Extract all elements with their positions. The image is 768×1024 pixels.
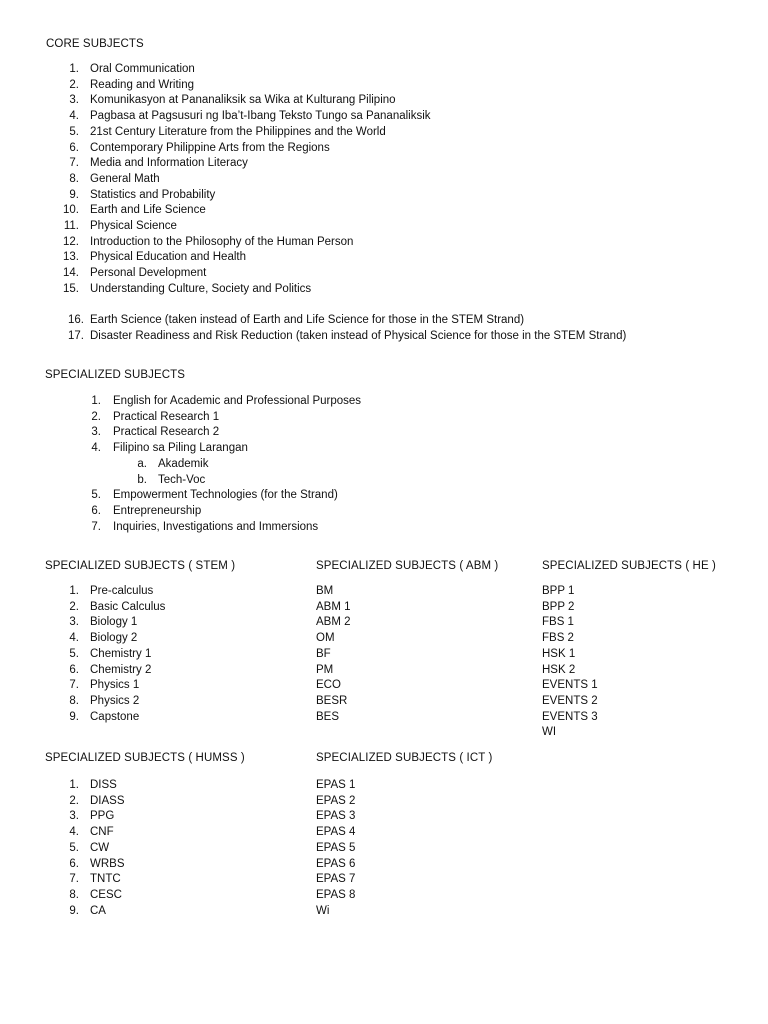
stem-subject-item: Basic Calculus — [90, 600, 166, 613]
stem-heading: SPECIALIZED SUBJECTS ( STEM ) — [45, 560, 236, 572]
ict-subject-item: EPAS 2 — [316, 794, 356, 807]
specialized-subject-item: Practical Research 1 — [113, 410, 220, 423]
specialized-subject-item: Entrepreneurship — [113, 504, 202, 517]
specialized-subject-number: 1. — [91, 395, 101, 407]
core-subject-item: Contemporary Philippine Arts from the Regions — [90, 141, 330, 154]
humss-subject-item: TNTC — [90, 873, 121, 886]
core-subject-item: Statistics and Probability — [90, 188, 216, 201]
core-subject-item: Pagbasa at Pagsusuri ng Iba’t-Ibang Teksto Tungo sa Pananaliksik — [90, 110, 431, 123]
humss-subject-item: WRBS — [90, 857, 125, 870]
specialized-subject-item: Practical Research 2 — [113, 426, 220, 439]
core-subject-item: General Math — [90, 172, 160, 185]
stem-subject-item: Biology 1 — [90, 616, 138, 629]
core-subject-item: Understanding Culture, Society and Politics — [90, 282, 312, 295]
core-subject-extra-number: 16. — [68, 314, 84, 326]
abm-subject-item: BM — [316, 585, 334, 597]
he-heading: SPECIALIZED SUBJECTS ( HE ) — [542, 560, 716, 572]
core-subject-number: 3. — [69, 94, 79, 107]
humss-subject-number: 4. — [69, 826, 79, 839]
ict-subject-item: EPAS 6 — [316, 857, 356, 870]
he-subject-item: EVENTS 1 — [542, 679, 598, 692]
abm-subject-item: BESR — [316, 694, 348, 707]
abm-subject-item: PM — [316, 663, 334, 676]
core-subject-extra-number: 17. — [68, 329, 84, 342]
core-subject-number: 6. — [69, 141, 79, 154]
humss-subject-number: 1. — [69, 779, 79, 791]
stem-subject-item: Pre-calculus — [90, 585, 154, 597]
stem-subject-number: 7. — [69, 679, 79, 692]
he-subject-item: HSK 2 — [542, 663, 576, 676]
he-subject-item: BPP 2 — [542, 600, 575, 613]
core-subject-item: Komunikasyon at Pananaliksik sa Wika at Kulturang Pilipino — [90, 94, 396, 107]
abm-subject-item: ABM 1 — [316, 600, 351, 613]
humss-subject-number: 6. — [69, 857, 79, 870]
specialized-subject-number: 6. — [91, 504, 101, 517]
stem-subject-item: Chemistry 2 — [90, 663, 152, 676]
core-subject-number: 14. — [63, 267, 79, 280]
stem-subject-number: 1. — [69, 585, 79, 597]
humss-subject-item: CNF — [90, 826, 114, 839]
specialized-subject-number: 4. — [91, 442, 101, 455]
core-subject-number: 1. — [69, 63, 79, 75]
ict-subject-item: Wi — [316, 904, 330, 917]
humss-subject-item: CA — [90, 904, 106, 917]
he-subject-item: BPP 1 — [542, 585, 575, 597]
ict-subject-item: EPAS 8 — [316, 888, 356, 901]
humss-subject-number: 3. — [69, 810, 79, 823]
core-subject-item: 21st Century Literature from the Philippines and the World — [90, 125, 386, 138]
specialized-subjects-heading: SPECIALIZED SUBJECTS — [45, 369, 186, 381]
humss-subject-item: CW — [90, 841, 110, 854]
humss-heading: SPECIALIZED SUBJECTS ( HUMSS ) — [45, 752, 245, 764]
core-subject-item: Oral Communication — [90, 63, 195, 75]
stem-subject-number: 3. — [69, 616, 79, 629]
abm-subject-item: ABM 2 — [316, 616, 351, 629]
core-subject-number: 5. — [69, 125, 79, 138]
core-subject-number: 10. — [63, 204, 79, 217]
stem-subject-item: Physics 2 — [90, 694, 140, 707]
humss-subject-number: 5. — [69, 841, 79, 854]
specialized-subject-number: a. — [137, 457, 147, 470]
core-subject-number: 7. — [69, 157, 79, 170]
abm-subject-item: BES — [316, 710, 340, 723]
stem-subject-item: Biology 2 — [90, 632, 138, 645]
abm-subject-item: ECO — [316, 679, 341, 692]
core-subject-item: Physical Science — [90, 220, 177, 232]
stem-subject-number: 5. — [69, 647, 79, 660]
ict-subject-item: EPAS 5 — [316, 841, 356, 854]
core-subject-extra-item: Earth Science (taken instead of Earth and Life Science for those in the STEM Strand) — [90, 314, 525, 326]
core-subject-item: Personal Development — [90, 267, 207, 280]
specialized-subject-item: Akademik — [158, 457, 209, 470]
core-subject-number: 2. — [69, 78, 79, 91]
he-subject-item: EVENTS 3 — [542, 710, 598, 723]
abm-subject-item: BF — [316, 647, 331, 660]
he-subject-item: HSK 1 — [542, 647, 576, 660]
he-subject-item: FBS 1 — [542, 616, 574, 629]
core-subject-number: 11. — [63, 220, 79, 232]
humss-subject-item: CESC — [90, 888, 122, 901]
abm-subject-item: OM — [316, 632, 335, 645]
core-subject-item: Reading and Writing — [90, 78, 194, 91]
ict-subject-item: EPAS 7 — [316, 873, 356, 886]
specialized-subject-item: English for Academic and Professional Purposes — [113, 395, 362, 407]
core-subjects-heading: CORE SUBJECTS — [46, 38, 144, 50]
stem-subject-number: 2. — [69, 600, 79, 613]
specialized-subject-item: Tech-Voc — [158, 473, 206, 486]
humss-subject-number: 9. — [69, 904, 79, 917]
core-subject-number: 4. — [69, 110, 79, 123]
abm-heading: SPECIALIZED SUBJECTS ( ABM ) — [316, 560, 499, 572]
core-subject-number: 9. — [69, 188, 79, 201]
ict-subject-item: EPAS 4 — [316, 826, 356, 839]
core-subject-number: 12. — [63, 235, 79, 248]
stem-subject-number: 9. — [69, 710, 79, 723]
core-subject-item: Introduction to the Philosophy of the Human Person — [90, 235, 354, 248]
specialized-subject-item: Empowerment Technologies (for the Strand) — [113, 489, 338, 502]
specialized-subject-number: 7. — [91, 520, 101, 533]
humss-subject-number: 2. — [69, 794, 79, 807]
stem-subject-item: Chemistry 1 — [90, 647, 152, 660]
he-subject-item: WI — [542, 726, 557, 739]
core-subject-item: Physical Education and Health — [90, 251, 246, 264]
humss-subject-number: 8. — [69, 888, 79, 901]
humss-subject-item: DIASS — [90, 794, 125, 807]
specialized-subject-number: b. — [137, 473, 147, 486]
core-subject-number: 8. — [69, 172, 79, 185]
stem-subject-number: 6. — [69, 663, 79, 676]
specialized-subject-item: Inquiries, Investigations and Immersions — [113, 520, 319, 533]
ict-subject-item: EPAS 3 — [316, 810, 356, 823]
he-subject-item: FBS 2 — [542, 632, 574, 645]
humss-subject-item: DISS — [90, 779, 117, 791]
specialized-subject-number: 5. — [91, 489, 101, 502]
specialized-subject-number: 2. — [91, 410, 101, 423]
core-subject-item: Earth and Life Science — [90, 204, 206, 217]
humss-subject-item: PPG — [90, 810, 115, 823]
stem-subject-item: Capstone — [90, 710, 140, 723]
core-subject-item: Media and Information Literacy — [90, 157, 248, 170]
core-subject-number: 13. — [63, 251, 79, 264]
stem-subject-item: Physics 1 — [90, 679, 140, 692]
core-subject-number: 15. — [63, 282, 79, 295]
ict-heading: SPECIALIZED SUBJECTS ( ICT ) — [316, 752, 493, 764]
ict-subject-item: EPAS 1 — [316, 779, 356, 791]
specialized-subject-number: 3. — [91, 426, 101, 439]
specialized-subject-item: Filipino sa Piling Larangan — [113, 442, 248, 455]
stem-subject-number: 4. — [69, 632, 79, 645]
core-subject-extra-item: Disaster Readiness and Risk Reduction (taken instead of Physical Science for those in the STEM Strand) — [90, 329, 627, 342]
he-subject-item: EVENTS 2 — [542, 694, 598, 707]
stem-subject-number: 8. — [69, 694, 79, 707]
humss-subject-number: 7. — [69, 873, 79, 886]
